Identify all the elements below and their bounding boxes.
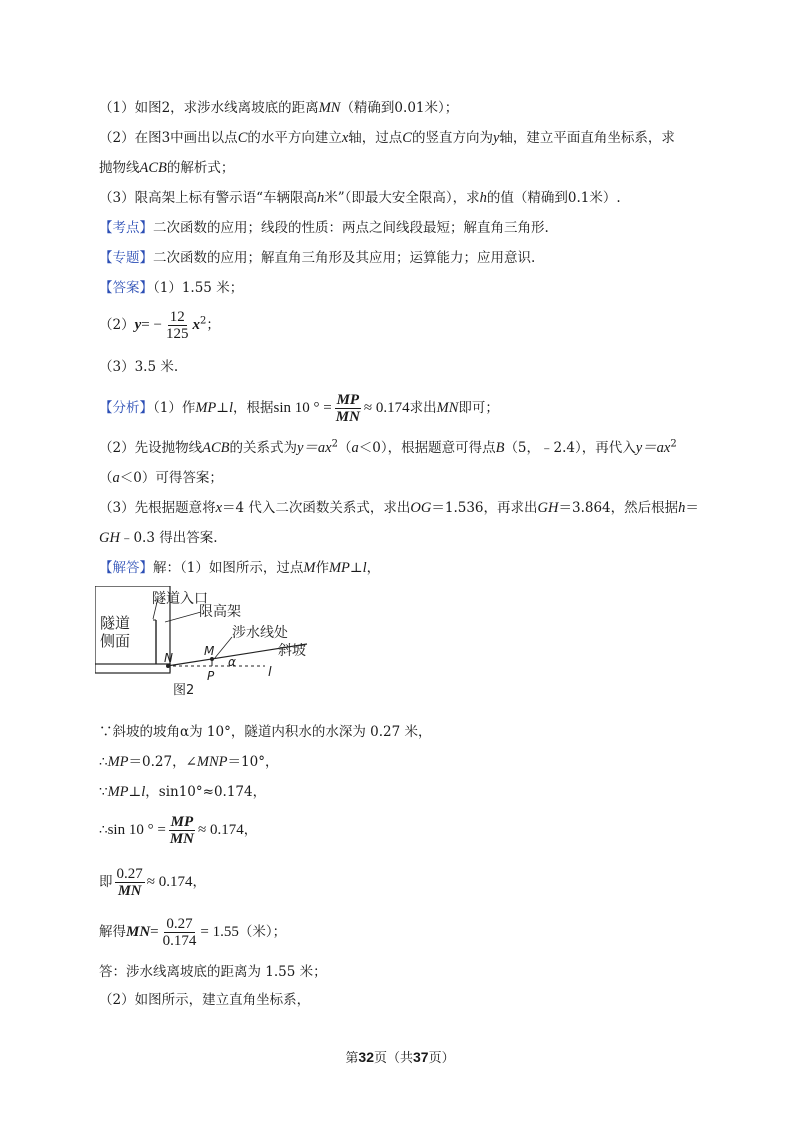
page-footer: 第32页（共37页） bbox=[345, 1049, 455, 1066]
question-2-line-1: （2）在图3中画出以点C的水平方向建立x轴，过点C的竖直方向为y轴，建立平面直角坐标系，求 bbox=[99, 130, 675, 146]
label-point-p: P bbox=[207, 669, 215, 683]
solution-tag: 【解答】 bbox=[99, 560, 153, 576]
analysis-tag: 【分析】 bbox=[99, 400, 153, 416]
kaodian-tag: 【考点】 bbox=[99, 220, 153, 236]
solution-fraction-sin: $\frac{MP}{MN}$ bbox=[169, 814, 194, 847]
analysis-line-5: GH﹣0.3 得出答案. bbox=[99, 530, 218, 546]
label-height-limit: 限高架 bbox=[199, 604, 241, 620]
label-point-n: N bbox=[164, 651, 173, 665]
solution-line-5: ∴sin 10 ° = $\frac{MP}{MN}$ ≈ 0.174， bbox=[99, 814, 258, 847]
question-3: （3）限高架上标有警示语“车辆限高h米”（即最大安全限高），求h的值（精确到0.1米）. bbox=[99, 190, 621, 206]
answer-line-1: 【答案】（1）1.55 米； bbox=[99, 280, 244, 296]
analysis-fraction: $\frac{MP}{MN}$ bbox=[335, 392, 360, 425]
answer-fraction: $\frac{12}{125}$ bbox=[165, 309, 189, 342]
figure-caption: 图2 bbox=[173, 683, 195, 698]
solution-fraction-027: $\frac{0.27}{MN}$ bbox=[116, 866, 143, 899]
analysis-line-3: （a＜0）可得答案； bbox=[99, 470, 223, 486]
ground-slab bbox=[95, 664, 170, 673]
solution-line-9: （2）如图所示，建立直角坐标系， bbox=[99, 992, 311, 1008]
solution-fraction-result: $\frac{0.27}{0.174}$ bbox=[162, 916, 197, 949]
label-tunnel-side-1: 隧道 bbox=[100, 614, 131, 632]
label-angle-alpha: α bbox=[228, 655, 236, 669]
total-pages: 37 bbox=[413, 1049, 429, 1065]
solution-line-2: ∵斜坡的坡角α为 10°，隧道内积水的水深为 0.27 米， bbox=[99, 724, 432, 740]
analysis-line-1: 【分析】（1）作MP⊥l，根据sin 10 ° = $\frac{MP}{MN}$ ≈ 0.174求出MN即可； bbox=[99, 392, 499, 425]
solution-line-8: 答：涉水线离坡底的距离为 1.55 米； bbox=[99, 964, 327, 980]
question-2-line-2: 抛物线ACB的解析式； bbox=[99, 160, 235, 176]
question-1: （1）如图2，求涉水线离坡底的距离MN（精确到0.01米）； bbox=[99, 100, 459, 116]
solution-line-6: 即 $\frac{0.27}{MN}$ ≈ 0.174， bbox=[99, 866, 206, 899]
analysis-line-4: （3）先根据题意将x＝4 代入二次函数关系式，求出OG＝1.536，再求出GH＝3.864，然后根据h＝ bbox=[99, 500, 699, 516]
answer-line-3: （3）3.5 米. bbox=[99, 359, 179, 375]
solution-line-4: ∵MP⊥l，sin10°≈0.174， bbox=[99, 784, 267, 800]
answer-tag: 【答案】 bbox=[99, 280, 153, 296]
kaodian-line: 【考点】二次函数的应用；线段的性质：两点之间线段最短；解直角三角形. bbox=[99, 220, 549, 236]
label-line-l: l bbox=[268, 665, 272, 680]
figure-2-diagram bbox=[95, 586, 335, 704]
zhuanti-line: 【专题】二次函数的应用；解直角三角形及其应用；运算能力；应用意识. bbox=[99, 250, 536, 266]
label-waterline: 涉水线处 bbox=[232, 625, 288, 641]
label-point-m: M bbox=[204, 644, 215, 658]
solution-line-1: 【解答】解：（1）如图所示，过点M作MP⊥l， bbox=[99, 560, 381, 576]
page-number: 32 bbox=[358, 1049, 374, 1065]
label-tunnel-entrance: 隧道入口 bbox=[152, 591, 208, 607]
label-tunnel-side-2: 侧面 bbox=[100, 632, 131, 650]
label-slope: 斜坡 bbox=[278, 643, 306, 659]
answer-line-2: （2）y= − $\frac{12}{125}$ $x^2$； bbox=[99, 309, 220, 342]
solution-line-7: 解得MN= $\frac{0.27}{0.174}$ = 1.55（米）； bbox=[99, 916, 287, 949]
zhuanti-tag: 【专题】 bbox=[99, 250, 153, 266]
solution-line-3: ∴MP＝0.27，∠MNP＝10°， bbox=[99, 754, 279, 770]
analysis-line-2: （2）先设抛物线ACB的关系式为$y=ax^2(a<0)$，根据题意可得点B（5，﹣2.4），再代入$y=ax^2$ bbox=[99, 438, 677, 456]
